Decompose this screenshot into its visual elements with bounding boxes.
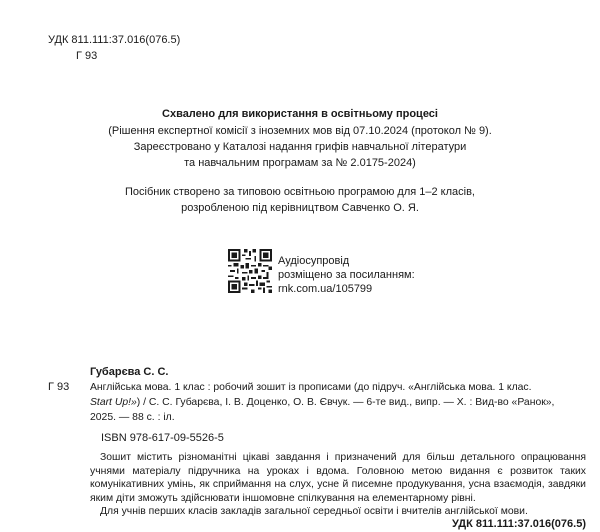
approval-title: Схвалено для використання в освітньому процесі (162, 108, 438, 120)
udk-footer: УДК 811.111:37.016(076.5) (452, 518, 586, 530)
approval-line-2: Зареєстровано у Каталозі надання грифів навчальної літератури (133, 141, 467, 153)
textbook-title: Start Up!» (90, 397, 137, 408)
annotation-paragraph-1: Зошит містить різноманітні цікаві завдання і призначений для більш детального опрацювання учнями матеріалу підручника на уроках і вдома. Головною метою видання є розвиток таких комунікативних умінь, як сприймання на слух, усне й писемне продукування, усна взаємодія, завдяки яким діти зможуть здійснювати іншомовне спілкування на елементарному рівні. (90, 452, 586, 504)
approval-line-1: (Рішення експертної комісії з іноземних мов від 07.10.2024 (протокол № 9). (108, 125, 492, 137)
annotation-paragraph-2: Для учнів перших класів закладів загальної середньої освіти і вчителів англійської мови. (100, 506, 528, 517)
audio-link[interactable]: rnk.com.ua/105799 (278, 283, 373, 295)
manual-line-1: Посібник створено за типовою освітньою програмою для 1–2 класів, (124, 186, 475, 198)
audio-location-label: розміщено за посиланням: (278, 269, 415, 281)
udk-header: УДК 811.111:37.016(076.5) (48, 34, 181, 46)
qr-code-icon[interactable] (228, 249, 272, 293)
biblio-line-1: Англійська мова. 1 клас : робочий зошит із прописами (до підруч. «Англійська мова. 1 клас. (90, 382, 532, 393)
biblio-line-2 (90, 396, 554, 410)
approval-line-3: та навчальним програмам за № 2.0175-2024) (184, 157, 416, 169)
author-name: Губарєва С. С. (90, 366, 169, 378)
manual-line-2: розробленою під керівництвом Савченко О. Я. (181, 202, 419, 214)
biblio-mark: Г 93 (48, 381, 70, 393)
isbn: ISBN 978-617-09-5526-5 (101, 432, 224, 444)
biblio-line-2-rest: ) / С. С. Губарєва, І. В. Доценко, О. В. Євчук. — 6-те вид., випр. — Х. : Вид-во «Ранок», (136, 397, 555, 408)
biblio-line-3: 2025. — 88 с. : іл. (90, 412, 175, 423)
audio-label: Аудіосупровід (278, 255, 350, 267)
classification-mark: Г 93 (76, 50, 98, 62)
